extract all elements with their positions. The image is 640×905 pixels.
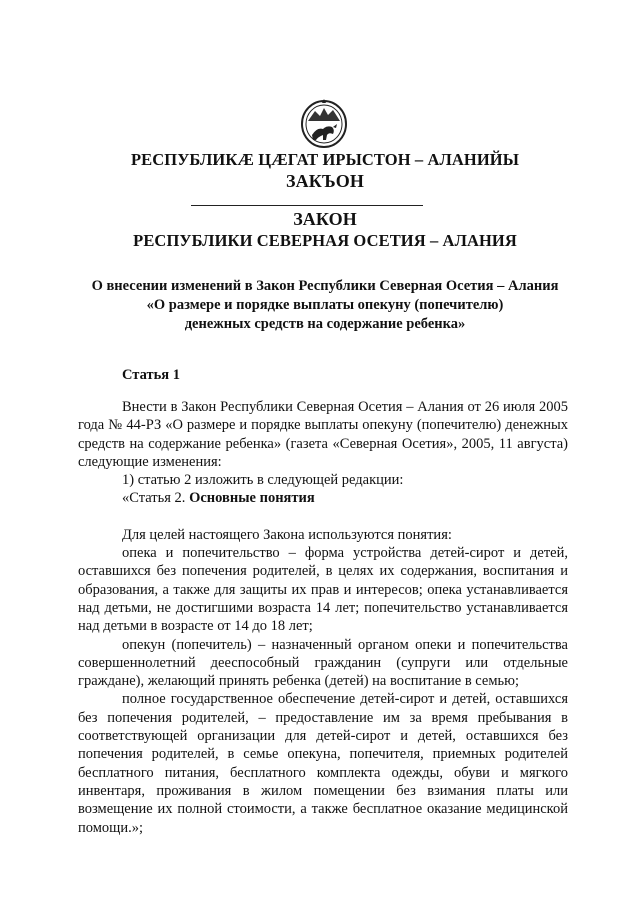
amendment-item-1: 1) статью 2 изложить в следующей редакции: — [122, 472, 404, 489]
ossetian-law-heading: ЗАКЪОН — [286, 171, 364, 191]
quoted-article-heading — [78, 489, 568, 507]
document-title-line: денежных средств на содержание ребенка» — [184, 316, 466, 332]
article-1-heading: Статья 1 — [122, 367, 180, 383]
document-title — [60, 277, 590, 334]
russian-law-heading: ЗАКОН — [293, 209, 357, 229]
russian-republic-title: РЕСПУБЛИКИ СЕВЕРНАЯ ОСЕТИЯ – АЛАНИЯ — [133, 231, 517, 250]
quoted-article-title: Основные понятия — [189, 490, 315, 507]
definitions-intro: Для целей настоящего Закона используются понятия: — [122, 526, 452, 543]
document-title-line: «О размере и порядке выплаты опекуну (попечителю) — [146, 297, 504, 313]
quoted-article-number: «Статья 2. — [122, 490, 190, 507]
coat-of-arms-emblem — [299, 97, 349, 149]
ossetian-republic-title: РЕСПУБЛИКӔ ЦӔГАТ ИРЫСТОН – АЛАНИЙЫ — [130, 150, 519, 169]
definition-guardian: опекун (попечитель) – назначенный органом опеки и попечительства совершеннолетний дееспособный гражданин (супруги или отдельные граждане), желающий принять ребенка (детей) на воспитание в семью; — [78, 636, 568, 690]
definition-state-support: полное государственное обеспечение детей-сирот и детей, оставшихся без попечения родителей, – предоставление им за время пребывания в соответствующей организации для детей-сирот и детей, оставшихся без попечения родителей, в семье опекуна, попечителя, приемных родителей бесплатного питания, бесплатного комплекта одежды, обуви и мягкого инвентаря, проживания в жилом помещении без взимания платы или возмещение их полной стоимости, а также бесплатное оказание медицинской помощи.»; — [78, 691, 568, 836]
document-title-line: О внесении изменений в Закон Республики Северная Осетия – Алания — [91, 278, 559, 294]
article-intro-paragraph: Внести в Закон Республики Северная Осетия – Алания от 26 июля 2005 года № 44-РЗ «О размере и порядке выплаты опекуну (попечителю) денежных средств на содержание ребенка» (газета «Северная Осетия», 2005, 11 августа) следующие изменения: — [78, 399, 568, 470]
definition-guardianship: опека и попечительство – форма устройства детей-сирот и детей, оставшихся без попечения родителей, в целях их содержания, воспитания и образования, а также для защиты их прав и интересов; опека устанавливается над детьми, не достигшими возраста 14 лет; попечительство устанавливается над детьми в возрасте от 14 до 18 лет; — [78, 545, 568, 635]
header-divider — [191, 205, 423, 206]
article-1-body — [78, 398, 568, 837]
